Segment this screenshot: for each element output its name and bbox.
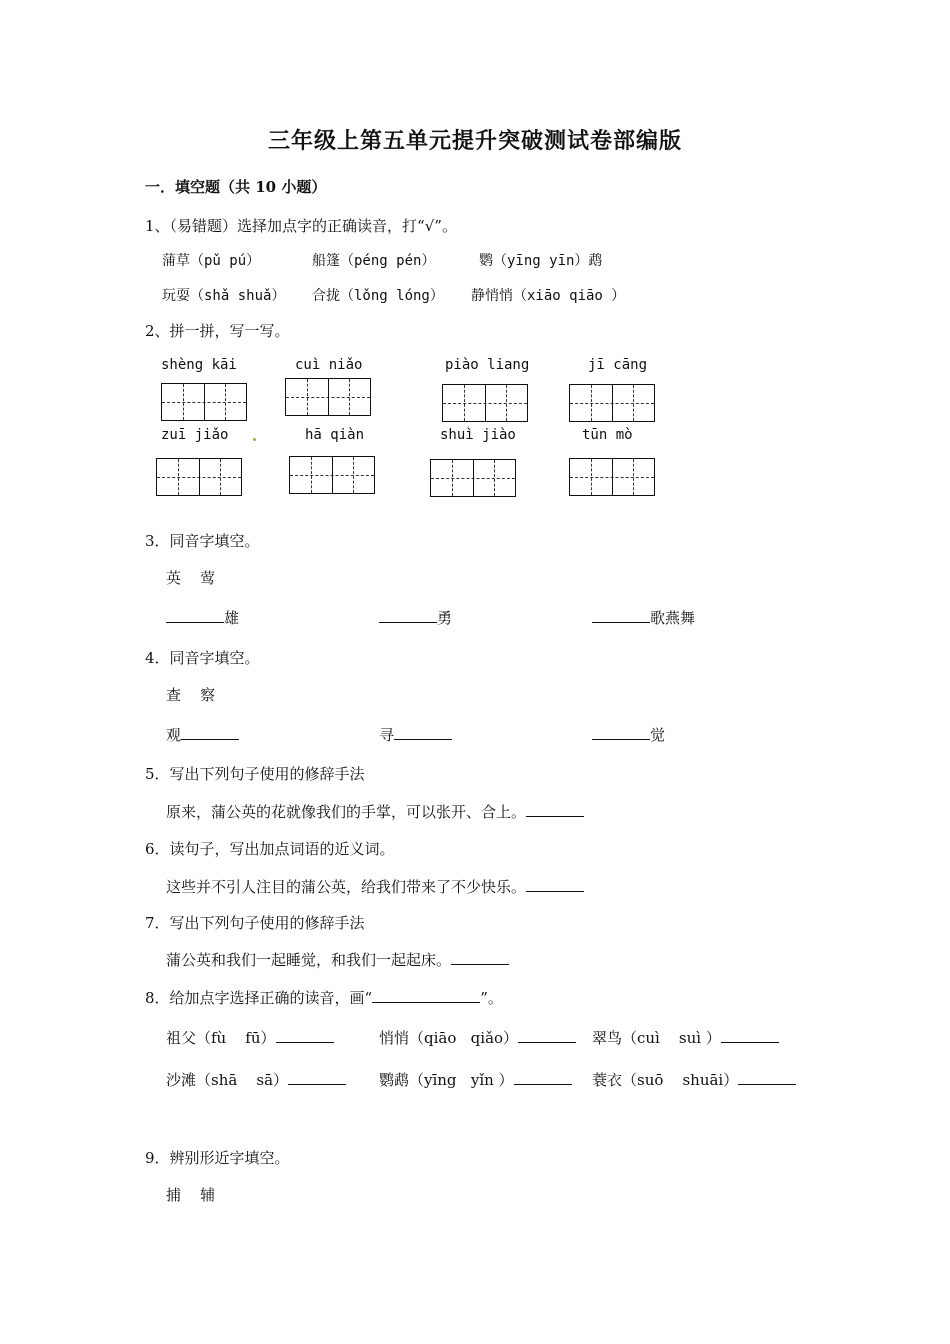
question-6-stem: 6．读句子，写出加点词语的近义词。	[145, 840, 395, 858]
tianzige-write-box[interactable]	[569, 384, 655, 422]
pinyin-label: jī cāng	[588, 357, 648, 373]
q8-item-text: 鹦鹉（yīng yǐn ）	[379, 1071, 514, 1089]
q1-option: 鹦（yīng yīn）鹉	[479, 253, 603, 269]
q3-item	[379, 607, 452, 628]
answer-blank[interactable]	[526, 802, 584, 817]
answer-blank[interactable]	[738, 1070, 796, 1085]
pinyin-label: zuī jiǎo	[161, 427, 229, 443]
q8-stem-text: 8．给加点字选择正确的读音，画“	[145, 989, 373, 1007]
q3-item	[166, 607, 239, 628]
q3-item-text: 歌燕舞	[650, 609, 696, 627]
q7-sentence	[166, 949, 509, 970]
answer-blank[interactable]	[379, 608, 437, 623]
pinyin-label: tūn mò	[582, 427, 633, 443]
question-3-stem: 3．同音字填空。	[145, 532, 260, 550]
answer-blank[interactable]	[592, 725, 650, 740]
answer-blank[interactable]	[288, 1070, 346, 1085]
q5-sentence-text: 原来，蒲公英的花就像我们的手掌，可以张开、合上。	[166, 803, 527, 821]
q1-option: 船篷（péng pén）	[312, 253, 436, 269]
q3-character-choices: 英 莺	[166, 569, 216, 587]
q6-sentence	[166, 876, 584, 897]
answer-blank[interactable]	[526, 877, 584, 892]
page-title: 三年级上第五单元提升突破测试卷部编版	[267, 128, 682, 154]
pinyin-label: shèng kāi	[161, 357, 237, 373]
q8-item-text: 沙滩（shā sā）	[166, 1071, 289, 1089]
q8-item	[592, 1069, 796, 1090]
pinyin-label: piào liang	[445, 357, 530, 373]
q4-item	[379, 724, 452, 745]
q5-sentence	[166, 801, 584, 822]
q1-option: 合拢（lǒng lóng）	[312, 288, 444, 304]
q3-item-text: 雄	[224, 609, 240, 627]
tianzige-write-box[interactable]	[161, 383, 247, 421]
q8-item	[166, 1069, 346, 1090]
q1-option: 静悄悄（xiāo qiāo ）	[471, 288, 626, 304]
q8-item	[592, 1027, 779, 1048]
q4-character-choices: 查 察	[166, 686, 216, 704]
answer-blank[interactable]	[592, 608, 650, 623]
q4-item-text: 观	[166, 726, 182, 744]
tianzige-write-box[interactable]	[442, 384, 528, 422]
q3-item	[592, 607, 695, 628]
question-7-stem: 7．写出下列句子使用的修辞手法	[145, 914, 365, 932]
q8-item-text: 祖父（fù fū）	[166, 1029, 276, 1047]
question-9-stem: 9．辨别形近字填空。	[145, 1149, 290, 1167]
answer-blank[interactable]	[394, 725, 452, 740]
q1-option: 玩耍（shǎ shuǎ）	[162, 288, 286, 304]
q4-item	[166, 724, 239, 745]
tianzige-write-box[interactable]	[156, 458, 242, 496]
q8-item-text: 蓑衣（suō shuāi）	[592, 1071, 739, 1089]
q4-item-text: 觉	[650, 726, 666, 744]
tianzige-write-box[interactable]	[569, 458, 655, 496]
q8-item-text: 翠鸟（cuì suì ）	[592, 1029, 721, 1047]
question-4-stem: 4．同音字填空。	[145, 649, 260, 667]
section-heading: 一．填空题（共 10 小题）	[145, 178, 327, 196]
stray-dot	[253, 438, 256, 441]
q3-item-text: 勇	[437, 609, 453, 627]
tianzige-write-box[interactable]	[285, 378, 371, 416]
pinyin-label: cuì niǎo	[295, 357, 363, 373]
q6-sentence-text: 这些并不引人注目的蒲公英，给我们带来了不少快乐。	[166, 878, 527, 896]
q7-sentence-text: 蒲公英和我们一起睡觉，和我们一起起床。	[166, 951, 452, 969]
question-8-stem	[145, 987, 503, 1008]
q4-item-text: 寻	[379, 726, 395, 744]
q8-item-text: 悄悄（qiāo qiǎo）	[379, 1029, 519, 1047]
answer-blank[interactable]	[518, 1028, 576, 1043]
answer-blank[interactable]	[451, 950, 509, 965]
question-1-stem: 1、（易错题）选择加点字的正确读音，打“√”。	[145, 217, 457, 235]
q9-character-choices: 捕 辅	[166, 1186, 216, 1204]
q4-item	[592, 724, 665, 745]
answer-blank[interactable]	[721, 1028, 779, 1043]
answer-blank[interactable]	[166, 608, 224, 623]
answer-blank[interactable]	[514, 1070, 572, 1085]
underline-sample	[372, 988, 480, 1003]
tianzige-write-box[interactable]	[430, 459, 516, 497]
question-2-stem: 2、拼一拼，写一写。	[145, 322, 290, 340]
question-5-stem: 5．写出下列句子使用的修辞手法	[145, 765, 365, 783]
tianzige-write-box[interactable]	[289, 456, 375, 494]
answer-blank[interactable]	[276, 1028, 334, 1043]
q1-option: 蒲草（pǔ pú）	[162, 253, 261, 269]
pinyin-label: shuì jiào	[440, 427, 516, 443]
q8-item	[166, 1027, 334, 1048]
pinyin-label: hā qiàn	[305, 427, 365, 443]
q8-item	[379, 1069, 572, 1090]
q8-item	[379, 1027, 576, 1048]
q8-stem-end: ”。	[480, 989, 503, 1007]
answer-blank[interactable]	[181, 725, 239, 740]
